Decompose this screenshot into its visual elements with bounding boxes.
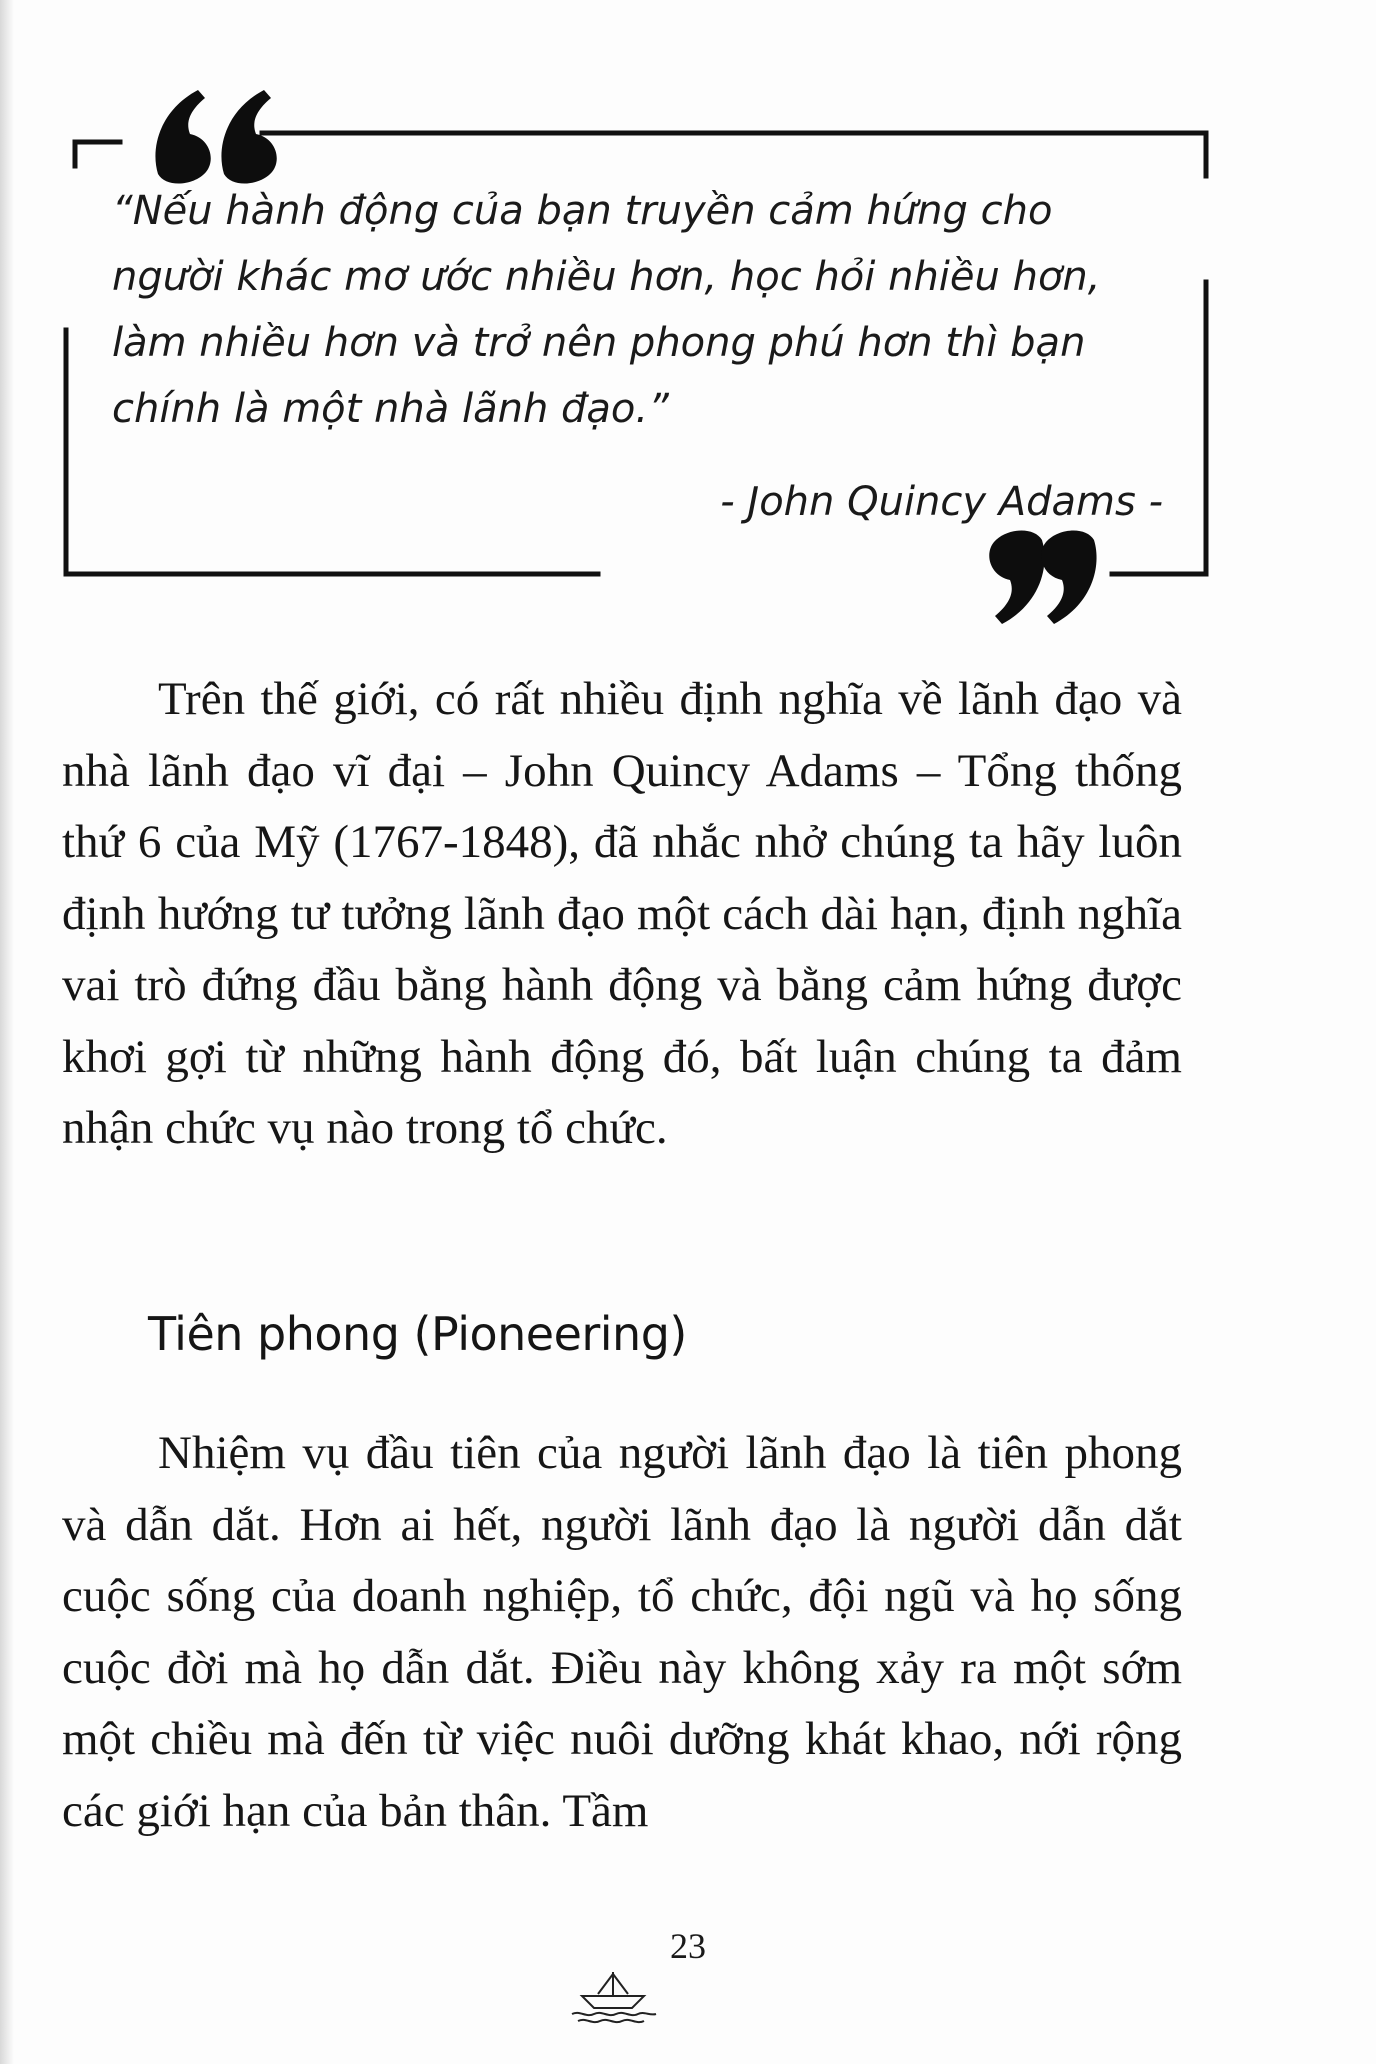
- section-heading: Tiên phong (Pioneering): [148, 1307, 687, 1361]
- quote-author: - John Quincy Adams -: [720, 479, 1163, 525]
- open-quote-icon: [155, 90, 276, 184]
- body-paragraph-2: Nhiệm vụ đầu tiên của người lãnh đạo là tiên phong và dẫn dắt. Hơn ai hết, người lãnh đạo là người dẫn dắt cuộc sống của doanh nghiệp, tổ chức, đội ngũ và họ sống cuộc đời mà họ dẫn dắt. Điều này không xảy ra một sớm một chiều mà đến từ việc nuôi dưỡng khát khao, nới rộng các giới hạn của bản thân. Tầm: [62, 1427, 1182, 1837]
- frame-top-left-corner: [75, 142, 120, 166]
- quote-text: “Nếu hành động của bạn truyền cảm hứng cho người khác mơ ước nhiều hơn, học hỏi nhiều hơn, làm nhiều hơn và trở nên phong phú hơn thì bạn chính là một nhà lãnh đạo.”: [112, 188, 1101, 432]
- page-number: 23: [670, 1926, 706, 1966]
- close-quote-icon: [989, 530, 1096, 624]
- paper-boat-icon: [568, 1966, 658, 2026]
- body-paragraph-1: Trên thế giới, có rất nhiều định nghĩa về lãnh đạo và nhà lãnh đạo vĩ đại – John Quincy Adams – Tổng thống thứ 6 của Mỹ (1767-1848), đã nhắc nhở chúng ta hãy luôn định hướng tư tưởng lãnh đạo một cách dài hạn, định nghĩa vai trò đứng đầu bằng hành động và bằng cảm hứng được khơi gợi từ những hành động đó, bất luận chúng ta đảm nhận chức vụ nào trong tổ chức.: [62, 673, 1182, 1154]
